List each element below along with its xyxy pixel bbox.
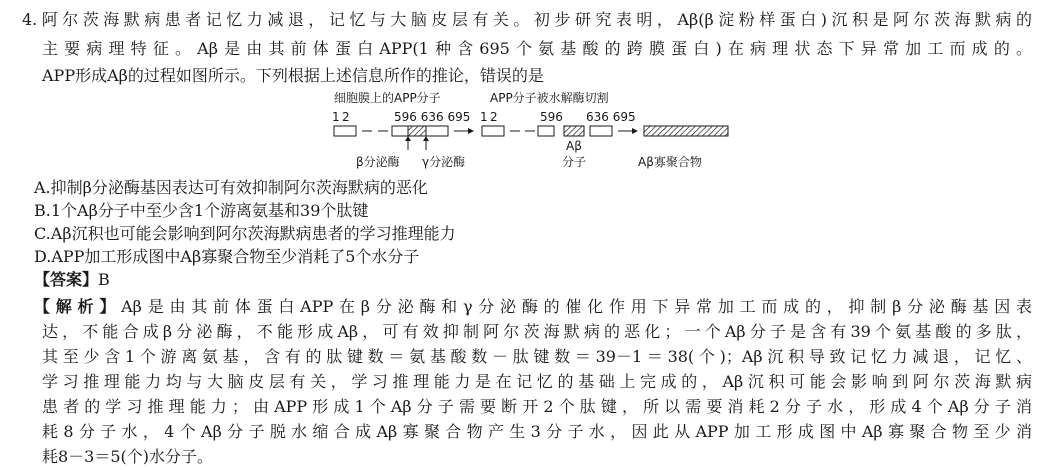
question-line-2: 主要病理特征。Aβ是由其前体蛋白APP(1种含695个氨基酸的跨膜蛋白)在病理状态下异常加工而成的。 xyxy=(42,39,1032,58)
app-right-segment-a xyxy=(482,126,504,136)
app-right-segment-b xyxy=(538,126,554,136)
label-beta-secretase: β分泌酶 xyxy=(356,155,400,169)
answer-label: 【答案】 xyxy=(34,270,99,289)
num-left-1: 1 xyxy=(332,110,340,124)
question-line-1: 4.阿尔茨海默病患者记忆力减退，记忆与大脑皮层有关。初步研究表明，Aβ(β淀粉样蛋白)沉积是阿尔茨海默病的 xyxy=(22,10,1032,29)
num-right-1: 1 xyxy=(480,110,488,124)
option-a: A.抑制β分泌酶基因表达可有效抑制阿尔茨海默病的恶化 xyxy=(34,178,428,197)
label-abeta: Aβ xyxy=(566,139,582,153)
app-right-segment-c xyxy=(590,126,612,136)
analysis-line-7: 耗8－3＝5(个)水分子。 xyxy=(42,447,214,466)
app-left-abeta-region xyxy=(408,126,426,136)
app-left-segment-c xyxy=(426,126,448,136)
analysis-label: 【解析】 xyxy=(34,297,122,316)
arrow-right-head xyxy=(632,128,638,134)
analysis-line-6: 耗8分子水，4个Aβ分子脱水缩合成Aβ寡聚合物产生3分子水，因此从APP加工形成图中Aβ寡聚合物至少消 xyxy=(42,422,1032,441)
option-b: B.1个Aβ分子中至少含1个游离氨基和39个肽键 xyxy=(34,201,369,220)
app-left-segment-b xyxy=(392,126,408,136)
analysis-line-4: 学习推理能力均与大脑皮层有关，学习推理能力是在记忆的基础上完成的，Aβ沉积可能会影响到阿尔茨海默病 xyxy=(42,372,1032,391)
gamma-secretase-arrowhead xyxy=(423,136,429,141)
app-left-segment-a xyxy=(334,126,356,136)
num-left-2: 2 xyxy=(342,110,350,124)
abeta-oligomer xyxy=(644,126,728,136)
label-gamma-secretase: γ分泌酶 xyxy=(422,155,466,169)
analysis-line-1 xyxy=(34,297,1032,317)
answer-value: B xyxy=(98,270,110,289)
num-right-596: 596 xyxy=(540,110,563,124)
option-c: C.Aβ沉积也可能会影响到阿尔茨海默病患者的学习推理能力 xyxy=(34,224,456,243)
app-processing-diagram xyxy=(320,88,740,176)
abeta-fragment xyxy=(564,126,584,136)
analysis-line-2: 达，不能合成β分泌酶，不能形成Aβ，可有效抑制阿尔茨海默病的恶化；一个Aβ分子是含有39个氨基酸的多肽， xyxy=(42,322,1032,341)
arrow-left-head xyxy=(468,128,474,134)
label-oligomer: Aβ寡聚合物 xyxy=(638,155,702,169)
beta-secretase-arrowhead xyxy=(405,136,411,141)
option-d: D.APP加工形成图中Aβ寡聚合物至少消耗了5个水分子 xyxy=(34,247,420,266)
num-left-596-636-695: 596 636 695 xyxy=(394,110,471,124)
analysis-line-5: 患者的学习推理能力；由APP形成1个Aβ分子需要断开2个肽键，所以需要消耗2分子水，形成4个Aβ分子消 xyxy=(42,397,1032,416)
answer-line xyxy=(34,270,110,290)
analysis-text-1: Aβ是由其前体蛋白APP在β分泌酶和γ分泌酶的催化作用下异常加工而成的，抑制β分泌酶基因表 xyxy=(121,297,1032,316)
question-line-3: APP形成Aβ的过程如图所示。下列根据上述信息所作的推论，错误的是 xyxy=(42,66,544,85)
num-right-2: 2 xyxy=(490,110,498,124)
label-cut-app: APP分子被水解酶切割 xyxy=(490,91,609,105)
num-right-636-695: 636 695 xyxy=(586,110,636,124)
analysis-line-3: 其至少含1个游离氨基，含有的肽键数＝氨基酸数－肽键数＝39－1＝38(个)；Aβ沉积导致记忆力减退，记忆、 xyxy=(42,347,1032,366)
label-molecule: 分子 xyxy=(562,155,587,169)
label-membrane-app: 细胞膜上的APP分子 xyxy=(334,91,441,105)
